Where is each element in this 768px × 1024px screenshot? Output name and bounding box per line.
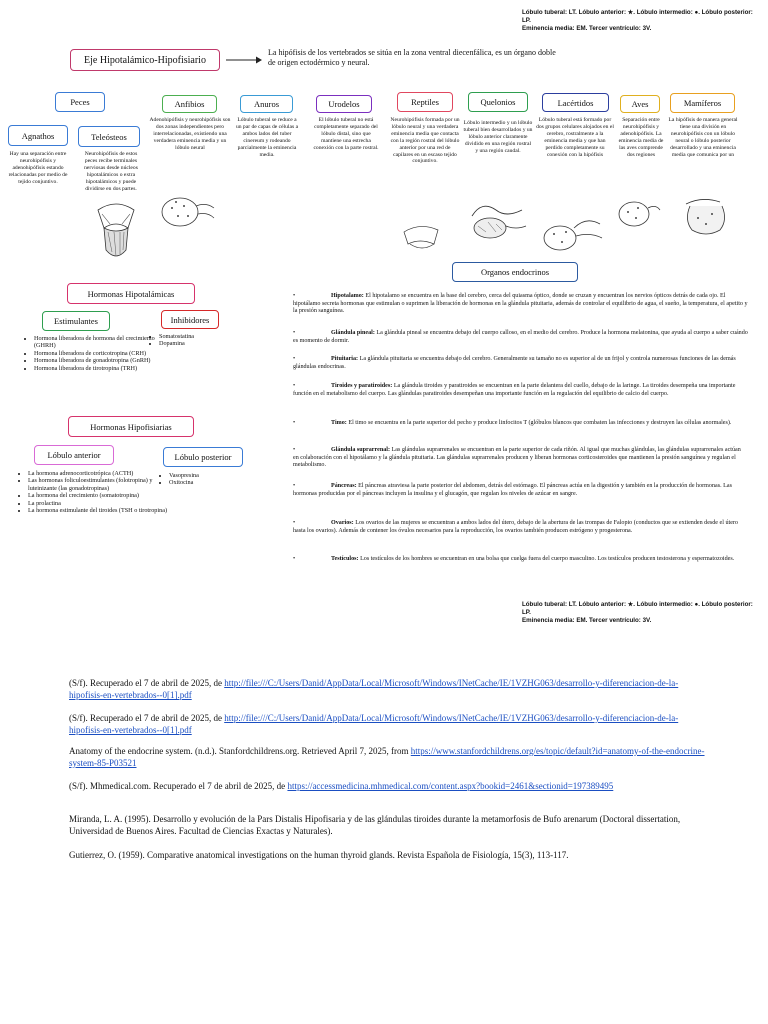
group-anfibios-label: Anfibios [174,99,205,109]
list-item: • La hormona estimulante del tiroides (TSH o tirotropina) [28,507,168,514]
group-lacertidos-label: Lacértidos [557,97,594,108]
estimulantes-label: Estimulantes [54,316,98,326]
bullet: • [293,330,296,336]
organ-name: Ovarios: [331,520,354,526]
desc-quelonios: Lóbulo intermedio y un lóbulo tuberal bien desarrollados y un lóbulo anterior claramente dividido en una región rostral y una región caudal. [463,120,533,154]
group-peces [55,92,105,112]
group-agnathos [8,125,68,146]
group-peces-label: Peces [70,97,90,107]
reference-link[interactable]: https://www.stanfordchildrens.org/es/topic/default?id=anatomy-of-the-endocrine-system-85-P03521 [69,746,705,768]
hormonas-hipofisiarias-title: Hormonas Hipofisiarias [90,421,172,432]
lobulo-posterior-box [163,447,243,467]
group-anuros [240,95,293,113]
arrow-right-icon [226,55,262,65]
anfibios-pituitary-illustration [158,186,216,230]
legend-bottom-line2: Eminencia media: EM. Tercer ventrículo: 3V. [522,617,652,624]
legend-bottom [522,601,762,625]
estimulantes-list [25,335,162,372]
title-box [70,49,220,71]
reference-link[interactable]: http://file:///C:/Users/Danid/AppData/Local/Microsoft/Windows/INetCache/IE/1VZHG063/desarrollo-y-diferenciacion-de-la-hipofisis-en-vertebrados--0[1].pdf [69,678,679,700]
quelonios-pituitary-illustration [466,196,530,246]
list-item: • Hormona liberadora de gonadotropina (GnRH) [34,357,162,364]
bullet: • [293,556,296,562]
organ-item-pineal [293,330,748,345]
reference-6 [69,849,709,861]
group-teleosteos-label: Teleósteos [91,131,127,142]
desc-anuros: Lóbulo tuberal se reduce a un par de capas de células a ambos lados del tuber cinereum y rodeando parcialmente la eminencia media. [235,117,299,158]
estimulantes-box [42,311,110,331]
lacertidos-pituitary-illustration [540,210,606,254]
desc-aves: Separación entre neurohipófisis y adenohipófisis. La eminencia media de las aves comprende dos regiones [618,117,664,158]
list-item: • Hormona liberadora de tirotropina (TRH) [34,365,162,372]
reference-4 [69,780,709,792]
organ-item-pancreas [293,483,748,498]
organ-name: Pituitaria: [331,356,359,362]
reference-3 [69,745,709,769]
lobulo-anterior-label: Lóbulo anterior [47,450,101,460]
list-item: • Dopamina [159,340,239,347]
organ-name: Timo: [331,420,347,426]
organos-title: Organos endocrinos [480,267,550,277]
teleosteos-pituitary-illustration [88,200,144,266]
organ-text: El timo se encuentra en la parte superior del pecho y produce linfocitos T (glóbulos blancos que combaten las infecciones y destruyen las células anormales). [348,420,732,426]
legend-bottom-line1: Lóbulo tuberal: LT. Lóbulo anterior: ★. Lóbulo intermedio: ●. Lóbulo posterior: LP. [522,601,753,616]
list-item: • Oxitocina [169,479,249,486]
mamiferos-pituitary-illustration [676,196,736,240]
bullet: • [293,356,296,362]
group-lacertidos [542,93,609,112]
lobulo-anterior-list [19,470,168,514]
reference-text: (S/f). Recuperado el 7 de abril de 2025, de [69,713,225,723]
desc-anfibios: Adenohipófisis y neurohipófisis son dos zonas independientes pero interrelacionadas, existiendo una verdadera eminencia media y un lóbulo neural [149,117,231,151]
bullet: • [293,447,296,453]
group-teleosteos [78,126,140,147]
organ-item-tiroides [293,383,748,398]
bullet: • [293,420,296,426]
aves-pituitary-illustration [616,194,662,230]
legend-top-line1: Lóbulo tuberal: LT. Lóbulo anterior: ★. Lóbulo intermedio: ●. Lóbulo posterior: LP. [522,9,753,24]
reference-text: Anatomy of the endocrine system. (n.d.). Stanfordchildrens.org. Retrieved April 7, 2025, from [69,746,411,756]
legend-top [522,9,762,33]
organ-item-pituitaria [293,356,748,371]
group-aves [620,95,660,113]
inhibidores-box [161,310,219,329]
intro-text: La hipófisis de los vertebrados se sitúa en la zona ventral diecenfálica, es un órgano doble de origen ectodérmico y neural. [268,48,556,67]
list-item: • La hormona del crecimiento (somatotropina) [28,492,168,499]
list-item: • Somatostatina [159,333,239,340]
group-agnathos-label: Agnathos [21,130,55,141]
group-quelonios-label: Quelonios [480,97,516,107]
desc-reptiles: Neurohipófisis formada por un lóbulo neural y una verdadera eminencia media que contacta con la región rostral del lóbulo anterior por una red de capilares en un escaso tejido conjuntivo. [390,117,460,165]
group-reptiles [397,92,453,112]
organ-text: La glándula tiroides y paratiroides se encuentran en la parte delantera del cuello, debajo de la laringe. La tiroides desempeña una importante función en el metabolismo del cuerpo. Las glándulas paratiroides desempeñan una importante función en la regulación del equilibrio de calcio del cuerpo. [293,383,736,397]
list-item: • Hormona liberadora de hormona del crecimiento (GHRH) [34,335,162,350]
bullet: • [293,293,296,299]
inhibidores-label: Inhibidores [170,314,210,325]
organ-name: Tiroides y paratiroides: [331,383,393,389]
organ-item-hipotalamo [293,293,748,316]
bullet: • [293,383,296,389]
title-box-label: Eje Hipotalámico-Hipofisiario [84,54,206,66]
group-urodelos [316,95,372,113]
organos-title-box [452,262,578,282]
hormonas-hipotalamicas-box [67,283,195,304]
lobulo-posterior-list [160,472,249,487]
list-item: • Hormona liberadora de corticotropina (CRH) [34,350,162,357]
hormonas-hipofisiarias-box [68,416,194,437]
group-anuros-label: Anuros [253,99,280,109]
organ-text: Los testículos de los hombres se encuentran en una bolsa que cuelga fuera del cuerpo masculino. Los testículos producen testosterona y espermatozoides. [360,556,735,562]
list-item: • La prolactina [28,500,168,507]
desc-agnathos: Hay una separación entre neurohipófisis y adenohipófisis estando relacionadas por medio de tejido conjuntivo. [8,151,68,185]
group-urodelos-label: Urodelos [328,99,360,109]
organ-name: Glándula pineal: [331,330,375,336]
organ-name: Páncreas: [331,483,357,489]
desc-teleosteos: Neurohipófisis de estos peces recibe terminales nerviosas desde núcleos hipotalámicos o extra hipotalámicos y puede dividirse en dos partes. [84,151,138,192]
group-anfibios [162,95,217,113]
list-item: • La hormona adrenocorticotrópica (ACTH) [28,470,168,477]
reference-5 [69,813,709,837]
group-mamiferos [670,93,735,113]
organ-name: Hipotalamo: [331,293,364,299]
reference-text: Miranda, L. A. (1995). Desarrollo y evolución de la Pars Distalis Hipofisaria y de las glándulas tiroides durante la metamorfosis de Bufo arenarum (Doctoral dissertation, Universidad de Buenos Aires. Facultad de Ciencias Exactas y Naturales). [69,814,681,836]
reference-1 [69,677,709,701]
organ-text: El hipotalamo se encuentra en la base del cerebro, cerca del quiasma óptico, donde se cruzan y encuentran los nervios ópticos detrás de cada ojo. El hipotálamo secreta hormonas que estimulan o suprimen la liberación de hormonas en la glándula pituitaria, además de controlar el equilibrio de agua, el sueño, la temperatura, el apetito y la presión sanguínea. [293,293,748,315]
bullet: • [293,520,296,526]
list-item: • Vasopresina [169,472,249,479]
lobulo-posterior-label: Lóbulo posterior [174,452,232,462]
desc-lacertidos: Lóbulo tuberal está formado por dos grupos celulares alojados en el cerebro, rostralmente a la eminencia media y que han perdido completamente su conexión con la hipófisis [536,117,614,158]
organ-text: El páncreas atraviesa la parte posterior del abdomen, detrás del estómago. El páncreas actúa en la digestión y también en la producción de hormonas. Las hormonas producidas por el páncreas incluyen la insulina y el glucagón, que regulan los niveles de azúcar en sangre. [293,483,732,497]
organ-text: Las glándulas suprarrenales se encuentran en la parte superior de cada riñón. Al igual que muchas glándulas, las glándulas suprarrenales actúan en colaboración con el hipotálamo y la glándula pituitaria. Las glándulas suprarrenales producen y liberan hormonas corticosteroides que mantienen la presión sanguínea y regulan el metabolismo. [293,447,741,469]
list-item: • Las hormonas foliculoestimulantes (folotropina) y luteinizante (las gonadotropinas) [28,477,168,492]
reference-text: (S/f). Recuperado el 7 de abril de 2025, de [69,678,225,688]
organ-item-timo [293,420,748,428]
desc-mamiferos: La hipófisis de manera general tiene una división en neurohipófisis con un lóbulo neural o lóbulo posterior desarrollado y una eminencia media que comunica por un [668,117,738,158]
group-aves-label: Aves [631,99,649,109]
group-reptiles-label: Reptiles [411,97,439,107]
organ-text: La glándula pituitaria se encuentra debajo del cerebro. Generalmente su tamaño no es superior al de un frijol y controla numerosas funciones de las demás glándulas endocrinas. [293,356,736,370]
reference-link[interactable]: http://file:///C:/Users/Danid/AppData/Local/Microsoft/Windows/INetCache/IE/1VZHG063/desarrollo-y-diferenciacion-de-la-hipofisis-en-vertebrados--0[1].pdf [69,713,679,735]
reference-text: (S/f). Mhmedical.com. Recuperado el 7 de abril de 2025, de [69,781,288,791]
organ-item-testiculos [293,556,748,564]
desc-urodelos: El lóbulo tuberal no está completamente separado del lóbulo distal, sino que mantiene una estrecha conexión con la parte rostral. [313,117,379,151]
group-quelonios [468,92,528,112]
organ-name: Testículos: [331,556,359,562]
lobulo-anterior-box [34,445,114,465]
group-mamiferos-label: Mamíferos [683,98,722,108]
organ-text: La glándula pineal se encuentra debajo del cuerpo calloso, en el medio del cerebro. Produce la hormona melatonina, que ayuda al cuerpo a saber cuándo es momento de dormir. [293,330,748,344]
bullet: • [293,483,296,489]
reference-2 [69,712,709,736]
inhibidores-list [150,333,239,348]
reference-text: Gutierrez, O. (1959). Comparative anatomical investigations on the human thyroid glands. Revista Española de Fisiología, 15(3), 113-117. [69,850,569,860]
legend-top-line2: Eminencia media: EM. Tercer ventrículo: 3V. [522,25,652,32]
reptiles-pituitary-illustration [400,222,444,258]
hormonas-hipotalamicas-title: Hormonas Hipotalámicas [87,288,175,299]
organ-item-suprarrenal [293,447,748,470]
organ-name: Glándula suprarrenal: [331,447,390,453]
reference-link[interactable]: https://accessmedicina.mhmedical.com/content.aspx?bookid=2461&sectionid=197389495 [287,781,614,791]
organ-item-ovarios [293,520,748,535]
organ-text: Los ovarios de las mujeres se encuentran a ambos lados del útero, debajo de la abertura de las trompas de Falopio (conductos que se extienden desde el útero hasta los ovarios). Además de contener los óvulos necesarios para la reproducción, los ovarios también producen estrógeno y progesterona. [293,520,738,534]
